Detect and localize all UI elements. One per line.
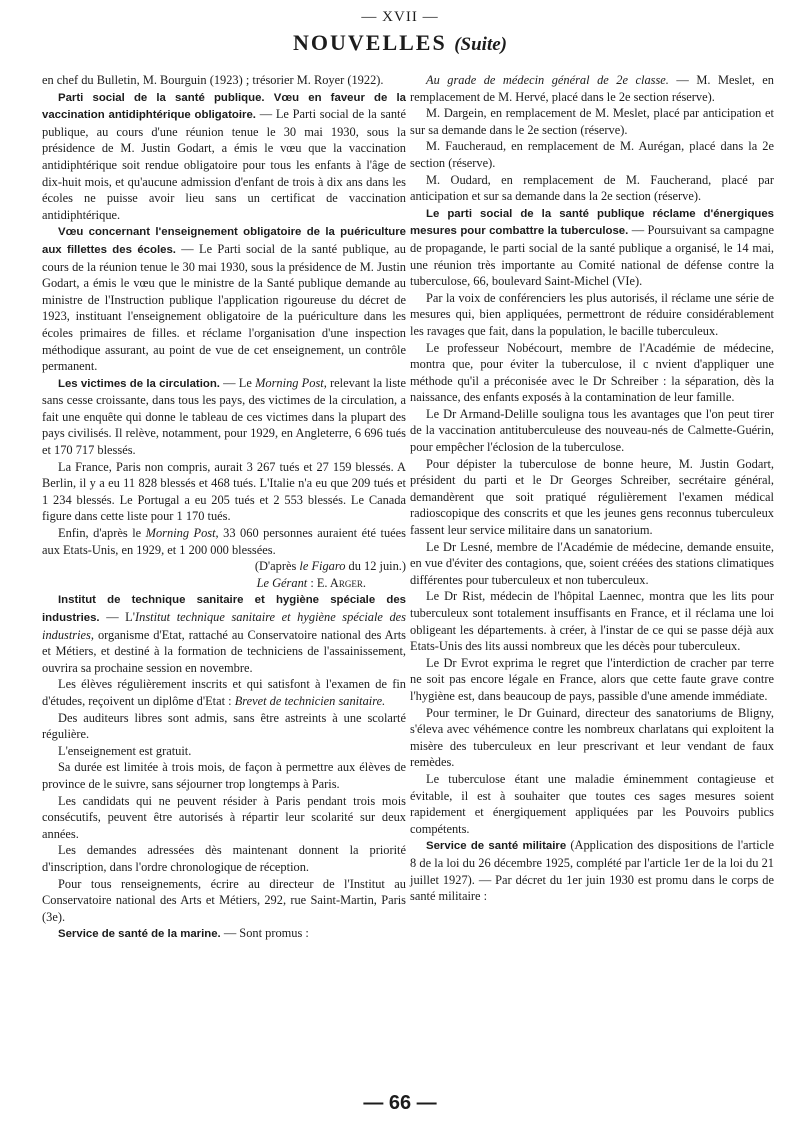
article-body: (Application des dispositions de l'article 8 de la loi du 26 décembre 1925, complété par l'article 1er de la loi du 21 juillet 1927). — Par décret du 1er juin 1930 est promu dans le corps de santé militaire : — [410, 838, 775, 904]
page-header — [0, 8, 800, 58]
page-number: — 66 — — [363, 1092, 437, 1114]
promotion-text: — M. Meslet, en remplacement de M. Hervé, placé dans le 2e section réserve). — [410, 73, 775, 104]
paragraph: Par la voix de conférenciers les plus autorisés, il réclame une série de mesures qui, bien appliquées, permettront de réduire considérablement les ravages que fait, dans la population, le bacille tuberculeux. — [410, 290, 774, 338]
diploma-name: Brevet de technicien sanitaire. — [234, 693, 386, 708]
article-body: — Le Parti social de la santé publique, au cours d'une réunion tenue le 30 mai 1930, sous la présidence de M. Justin Godart, a émis le vœu que la vaccination antidiphtérique soit rendue obligatoire pour tous les enfants à l'âge de dix-huit mois, et qu'aucune admission d'enfant de trois à dix ans dans les écoles ne puisse avoir lieu sans un certificat de vaccination antidiphtérique. — [42, 107, 407, 222]
paragraph: Les candidats qui ne peuvent résider à Paris pendant trois mois consécutifs, peuvent être autorisés à répartir leur scolarité sur deux années. — [42, 793, 406, 841]
institut-name: Institut technique sanitaire et hygiène spéciale des industries, — [42, 610, 407, 642]
article-circulation — [42, 375, 406, 459]
article-institut — [42, 591, 406, 676]
promotion-entry: M. Oudard, en remplacement de M. Faucherand, placé par anticipation et sur sa demande dans la 2e section (réserve). — [410, 172, 774, 204]
page-title — [0, 30, 800, 58]
source-note — [42, 558, 406, 575]
paragraph: La France, Paris non compris, aurait 3 267 tués et 27 159 blessés. A Berlin, il y a eu 11 828 blessés et 468 tués. L'Italie n'a eu que 209 tués et 1 234 blessés. Le Portugal a eu 205 tués et 2 553 blessés. Le Canada figure dans cette liste pour 1 170 tués. — [42, 459, 406, 524]
paragraph: L'enseignement est gratuit. — [58, 743, 192, 758]
source-text: (D'après — [254, 559, 300, 574]
source-newspaper: le Figaro — [299, 559, 346, 574]
paragraph: Des auditeurs libres sont admis, sans être astreints à une scolarté régulière. — [42, 710, 406, 742]
paragraph: Sa durée est limitée à trois mois, de façon à permettre aux élèves de province de le suivre, sans séjourner trop longtemps à Paris. — [42, 760, 406, 791]
source-text: du 12 juin.) — [345, 559, 406, 574]
left-column — [42, 72, 406, 943]
grade-title: Au grade de médecin général de 2e classe. — [426, 73, 669, 87]
promotion-entry: M. Dargein, en remplacement de M. Meslet, placé par anticipation et sur sa demande dans le 2e section (réserve). — [410, 106, 774, 137]
article-vaccination — [42, 89, 406, 224]
paragraph-text: Enfin, d'après le — [58, 526, 146, 541]
article-heading: Service de santé militaire — [426, 840, 567, 853]
newspaper-name: Morning Post, — [145, 526, 219, 541]
article-sante-militaire — [410, 837, 774, 904]
paragraph: Le Dr Armand-Delille souligna tous les avantages que l'on peut tirer de la vaccination antituberculeuse des nouveau-nés de Calmette-Guérin, pour empêcher l'éclosion de la tuberculose. — [410, 406, 774, 455]
paragraph: en chef du Bulletin, M. Bourguin (1923) ; trésorier M. Royer (1922). — [42, 73, 384, 87]
paragraph: Le Dr Rist, médecin de l'hôpital Laennec, montra que les lits pour tuberculeux sont totalement insuffisants en France, et il réclama une loi obligeant les départements. à créer, à l'instar de ce qui se passe déjà aux Etats-Unis des lits aussi nombreux que les décès pour tuberculeux. — [410, 589, 774, 654]
paragraph: Le tuberculose étant une maladie éminemment contagieuse et évitable, il est à souhaiter que toutes ces sages mesures soient rapidement et énergiquement appliquées par les Pouvoirs publics compétents. — [410, 771, 774, 836]
article-heading: Vœu concernant l'enseignement obligatoire de la puériculture aux fillettes des écoles. — [42, 226, 406, 256]
article-heading: Service de santé de la marine. — [58, 928, 221, 941]
article-tuberculose — [410, 205, 774, 290]
article-marine — [42, 925, 406, 943]
article-body: — Le — [219, 375, 256, 390]
paragraph: Pour terminer, le Dr Guinard, directeur des sanatoriums de Bligny, s'éleva avec véhémence contre les nombreux charlatans qui exploitent la misère des tuberculeux en leur prescrivant et leur vendant de faux remèdes. — [410, 705, 774, 770]
article-heading: Le parti social de la santé publique réclame d'énergiques mesures pour combattre la tuberculose. — [410, 207, 774, 238]
article-puericulture — [42, 223, 406, 374]
article-heading: Institut de technique sanitaire et hygiène spéciale des industries. — [42, 594, 406, 624]
newspaper-name: Morning Post, — [255, 375, 327, 390]
article-heading: Les victimes de la circulation. — [58, 377, 220, 390]
page-title-text: NOUVELLES — [293, 30, 447, 55]
article-body: — L' — [99, 610, 135, 624]
article-body: relevant la liste sans cesse croissante, dans tous les pays, des victimes de la circulation, a fait une enquête qui donne le tableau de ces victimes dans la plupart des pays civilisés. Il relève, notamment, pour 1929, en Angleterre, 6 696 tués et 170 717 blessés. — [42, 375, 406, 458]
paragraph: Le Dr Evrot exprima le regret que l'interdiction de cracher par terre ne soit pas encore légale en France, alors que cette faute grave contre l'hygiène est, dans beaucoup de pays, passible d'une amende immédiate. — [410, 655, 774, 703]
paragraph: Le professeur Nobécourt, membre de l'Académie de médecine, montra que, pour éviter la tuberculose, il c nvient d'appliquer une méthode qu'il a préconisée avec le Dr Schreiber : la séparation, dès la naissance, des enfants exposés à la contamination de leur famille. — [410, 340, 774, 405]
paragraph: Les demandes adressées dès maintenant donnent la priorité d'inscription, dans l'ordre chronologique de réception. — [42, 843, 406, 874]
paragraph: Pour tous renseignements, écrire au directeur de l'Institut au Conservatoire national des Arts et Métiers, 292, rue Saint-Martin, Paris (3e). — [42, 876, 406, 924]
article-heading: Parti social de la santé publique. Vœu en faveur de la vaccination antidiphtérique obligatoire. — [42, 91, 406, 122]
promotion-entry — [410, 72, 774, 105]
article-body: — Sont promus : — [220, 926, 309, 941]
paragraph: Pour dépister la tuberculose de bonne heure, M. Justin Godart, président du parti et le Dr Georges Schreiber, secrétaire général, demandèrent que soit pratiqué régulièrement l'examen médical radioscopique des conscrits et que les jeunes gens reconnus tuberculeux fassent leur service militaire dans un sanatorium. — [410, 456, 774, 538]
right-column — [410, 72, 774, 905]
gerant-name: : E. Arger. — [307, 575, 366, 590]
page-roman-numeral: — XVII — — [361, 9, 439, 25]
paragraph — [42, 676, 406, 709]
gerant-label: Le Gérant — [256, 575, 308, 590]
paragraph-text: Les élèves régulièrement inscrits et qui satisfont à l'examen de fin d'études, reçoivent un diplôme d'Etat : — [42, 677, 406, 708]
paragraph: Le Dr Lesné, membre de l'Académie de médecine, demande ensuite, en vue d'éviter des contagions, que, soient créées des stations climatiques différentes pour tuberculeux et non tuberculeux. — [410, 539, 774, 587]
promotion-entry: M. Faucheraud, en remplacement de M. Aurégan, placé dans la 2e section (réserve). — [410, 139, 774, 170]
paragraph — [42, 525, 406, 558]
paragraph-text: 33 060 personnes auraient été tuées aux Etats-Unis, en 1929, et 1 200 000 blessées. — [42, 526, 406, 557]
gerant-signature — [42, 575, 406, 592]
article-body: — Poursuivant sa campagne de propagande, le parti social de la santé publique a organisé, le 14 mai, une réunion très importante au Comité national de défense contre la tuberculose, 66, boulevard Saint-Michel (VIe). — [410, 223, 774, 289]
article-body: organisme d'Etat, rattaché au Conservatoire national des Arts et Métiers, et destiné à la formation de techniciens de l'assainissement, ouvrira sa prochaine session en novembre. — [42, 627, 406, 675]
article-body: — Le Parti social de la santé publique, au cours de la réunion tenue le 30 mai 1930, sous la présidence de M. Justin Godart, a émis le vœu que le ministre de la Santé publique demande au ministre de l'Instruction publique l'application rigoureuse du décret de 1923, instituant l'enseignement obligatoire de la puériculture dans les écoles primaires de filles. et réclame l'organisation d'une inspection méthodique assurant, au point de vue de cet enseignement, un contrôle permanent. — [42, 241, 406, 374]
page-title-suffix: (Suite) — [454, 34, 507, 55]
